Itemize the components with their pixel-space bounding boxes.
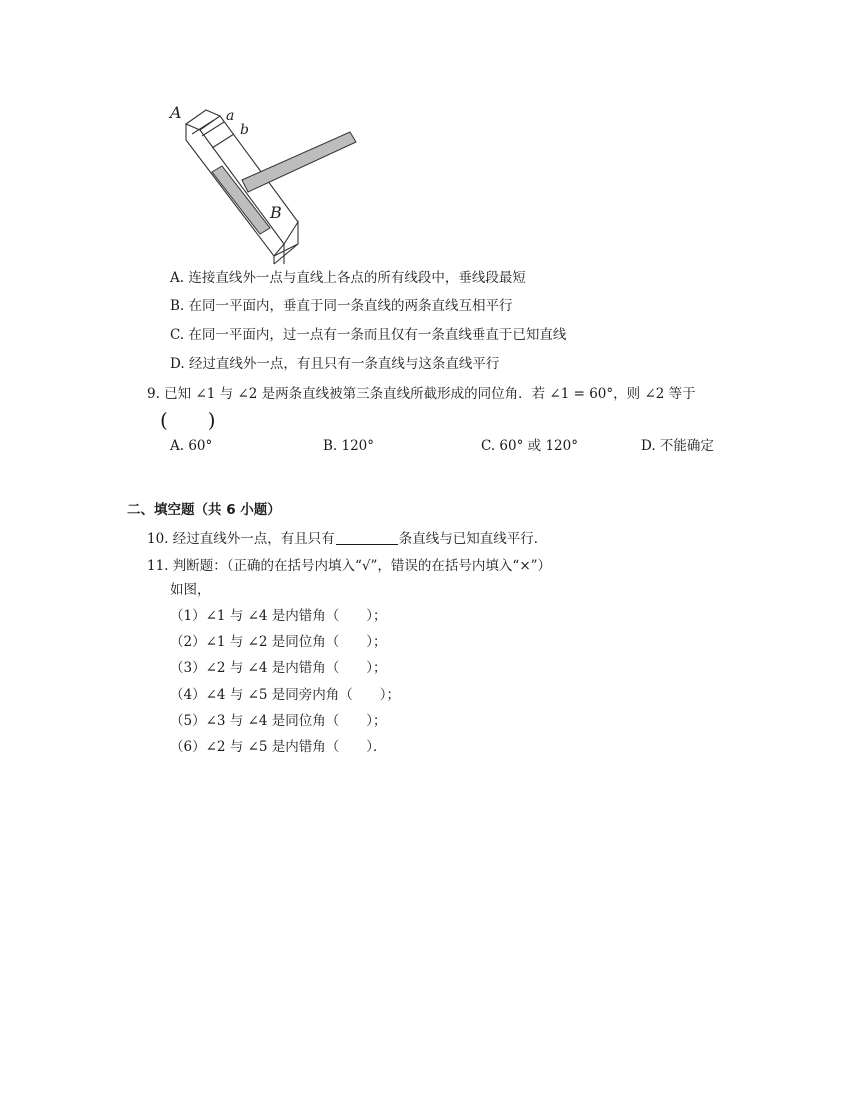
- q10-blank[interactable]: [336, 530, 398, 545]
- q11-item-4: （4）∠4 与 ∠5 是同旁内角（ ）；: [170, 687, 401, 703]
- q8-option-b: B. 在同一平面内，垂直于同一条直线的两条直线互相平行: [170, 298, 513, 314]
- q9-option-a: A. 60°: [170, 438, 213, 454]
- q11-intro: 如图，: [170, 582, 211, 598]
- label-A: A: [170, 103, 182, 122]
- q9-option-c: C. 60° 或 120°: [481, 438, 578, 454]
- section-title: 二、填空题（共 6 小题）: [127, 502, 281, 518]
- q8-option-d: D. 经过直线外一点，有且只有一条直线与这条直线平行: [170, 356, 500, 372]
- q11-item-5: （5）∠3 与 ∠4 是同位角（ ）；: [170, 713, 387, 729]
- q8-option-c: C. 在同一平面内，过一点有一条而且仅有一条直线垂直于已知直线: [170, 327, 567, 343]
- label-B: B: [270, 203, 282, 222]
- label-b: b: [240, 122, 249, 138]
- q9-stem: 9. 已知 ∠1 与 ∠2 是两条直线被第三条直线所截形成的同位角．若 ∠1 = 60°，则 ∠2 等于: [147, 386, 696, 402]
- q11-item-6: （6）∠2 与 ∠5 是内错角（ ）．: [170, 739, 387, 755]
- q11-item-1: （1）∠1 与 ∠4 是内错角（ ）；: [170, 608, 387, 624]
- segment-a: [202, 122, 224, 136]
- q9-answer-paren: ( ): [160, 408, 216, 432]
- label-a: a: [226, 108, 235, 124]
- q8-option-a: A. 连接直线外一点与直线上各点的所有线段中，垂线段最短: [170, 270, 526, 286]
- q9-option-d: D. 不能确定: [641, 438, 714, 454]
- q11-item-3: （3）∠2 与 ∠4 是内错角（ ）；: [170, 660, 387, 676]
- segment-b: [212, 134, 234, 148]
- q11-item-2: （2）∠1 与 ∠2 是同位角（ ）；: [170, 634, 387, 650]
- q11-stem: 11. 判断题：（正确的在括号内填入“√”，错误的在括号内填入“×”）: [147, 558, 552, 574]
- q10: [147, 529, 547, 549]
- q10-before: 10. 经过直线外一点，有且只有: [147, 531, 335, 547]
- q10-after: 条直线与已知直线平行．: [398, 531, 548, 547]
- ruler-figure: [162, 96, 364, 266]
- square-horizontal-arm: [242, 132, 356, 192]
- block-end-face: [274, 222, 298, 256]
- q9-option-b: B. 120°: [323, 438, 375, 454]
